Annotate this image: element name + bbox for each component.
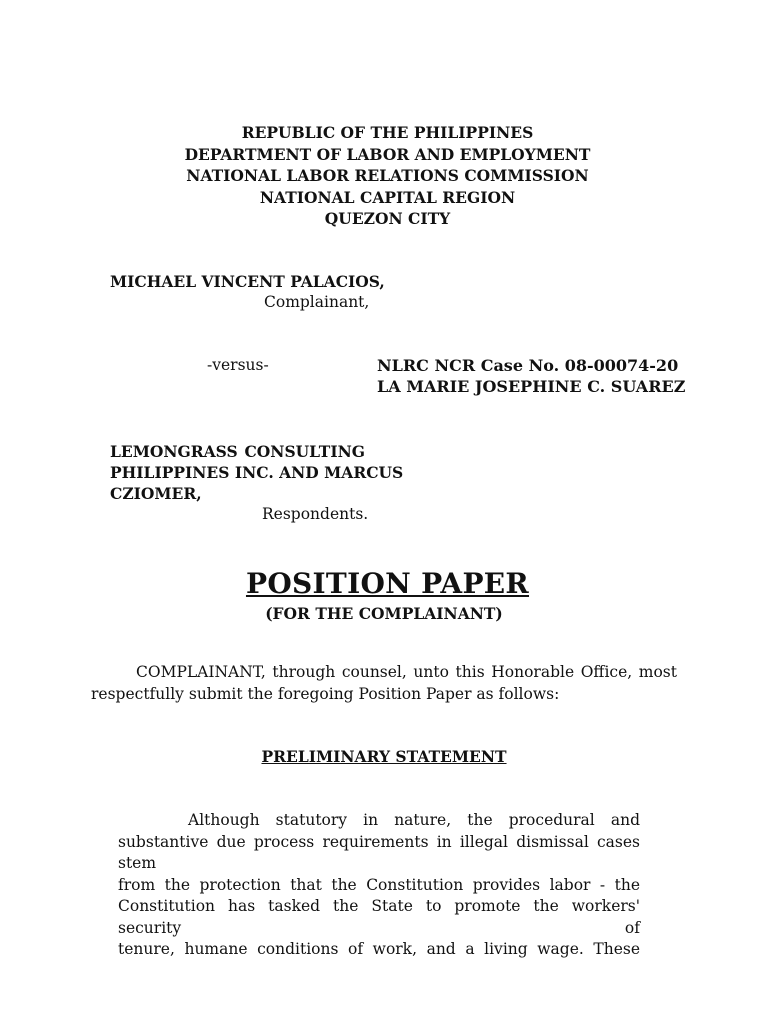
- header-department: DEPARTMENT OF LABOR AND EMPLOYMENT: [184, 144, 591, 164]
- header-commission: NATIONAL LABOR RELATIONS COMMISSION: [186, 166, 589, 185]
- intro-line-1: COMPLAINANT, through counsel, unto this Honorable Office, most: [136, 663, 677, 681]
- respondents-role: Respondents.: [262, 505, 369, 523]
- respondent-word-consulting: CONSULTING: [244, 442, 365, 461]
- respondent-line-1: [110, 441, 365, 462]
- versus-label: -versus-: [207, 356, 269, 374]
- preliminary-line-4: Constitution has tasked the State to promote the workers' security of: [118, 897, 640, 937]
- respondent-line-2: PHILIPPINES INC. AND MARCUS: [110, 463, 404, 482]
- document-header: [0, 122, 768, 230]
- respondent-line-3: CZIOMER,: [110, 484, 202, 503]
- preliminary-statement-heading: PRELIMINARY STATEMENT: [261, 747, 507, 766]
- header-city: QUEZON CITY: [324, 209, 451, 228]
- intro-line-2: respectfully submit the foregoing Position Paper as follows:: [91, 684, 560, 703]
- complainant-role: Complainant,: [264, 293, 370, 311]
- intro-paragraph: [91, 662, 677, 705]
- header-republic: REPUBLIC OF THE PHILIPPINES: [241, 123, 534, 142]
- preliminary-line-1: Although statutory in nature, the procedural and: [188, 811, 640, 829]
- preliminary-line-3: from the protection that the Constitution provides labor - the: [118, 875, 640, 894]
- preliminary-paragraph: [118, 810, 640, 961]
- respondent-word-lemongrass: LEMONGRASS: [110, 442, 238, 461]
- document-subtitle: (FOR THE COMPLAINANT): [265, 604, 503, 623]
- preliminary-line-2: substantive due process requirements in illegal dismissal cases stem: [118, 832, 640, 872]
- case-number: NLRC NCR Case No. 08-00074-20: [377, 356, 679, 375]
- header-region: NATIONAL CAPITAL REGION: [259, 187, 516, 207]
- document-title: POSITION PAPER: [245, 567, 530, 600]
- labor-arbiter: LA MARIE JOSEPHINE C. SUAREZ: [377, 377, 686, 396]
- complainant-name: MICHAEL VINCENT PALACIOS,: [110, 272, 385, 291]
- respondents-block: [110, 441, 404, 504]
- preliminary-line-5: tenure, humane conditions of work, and a living wage. These: [118, 940, 640, 958]
